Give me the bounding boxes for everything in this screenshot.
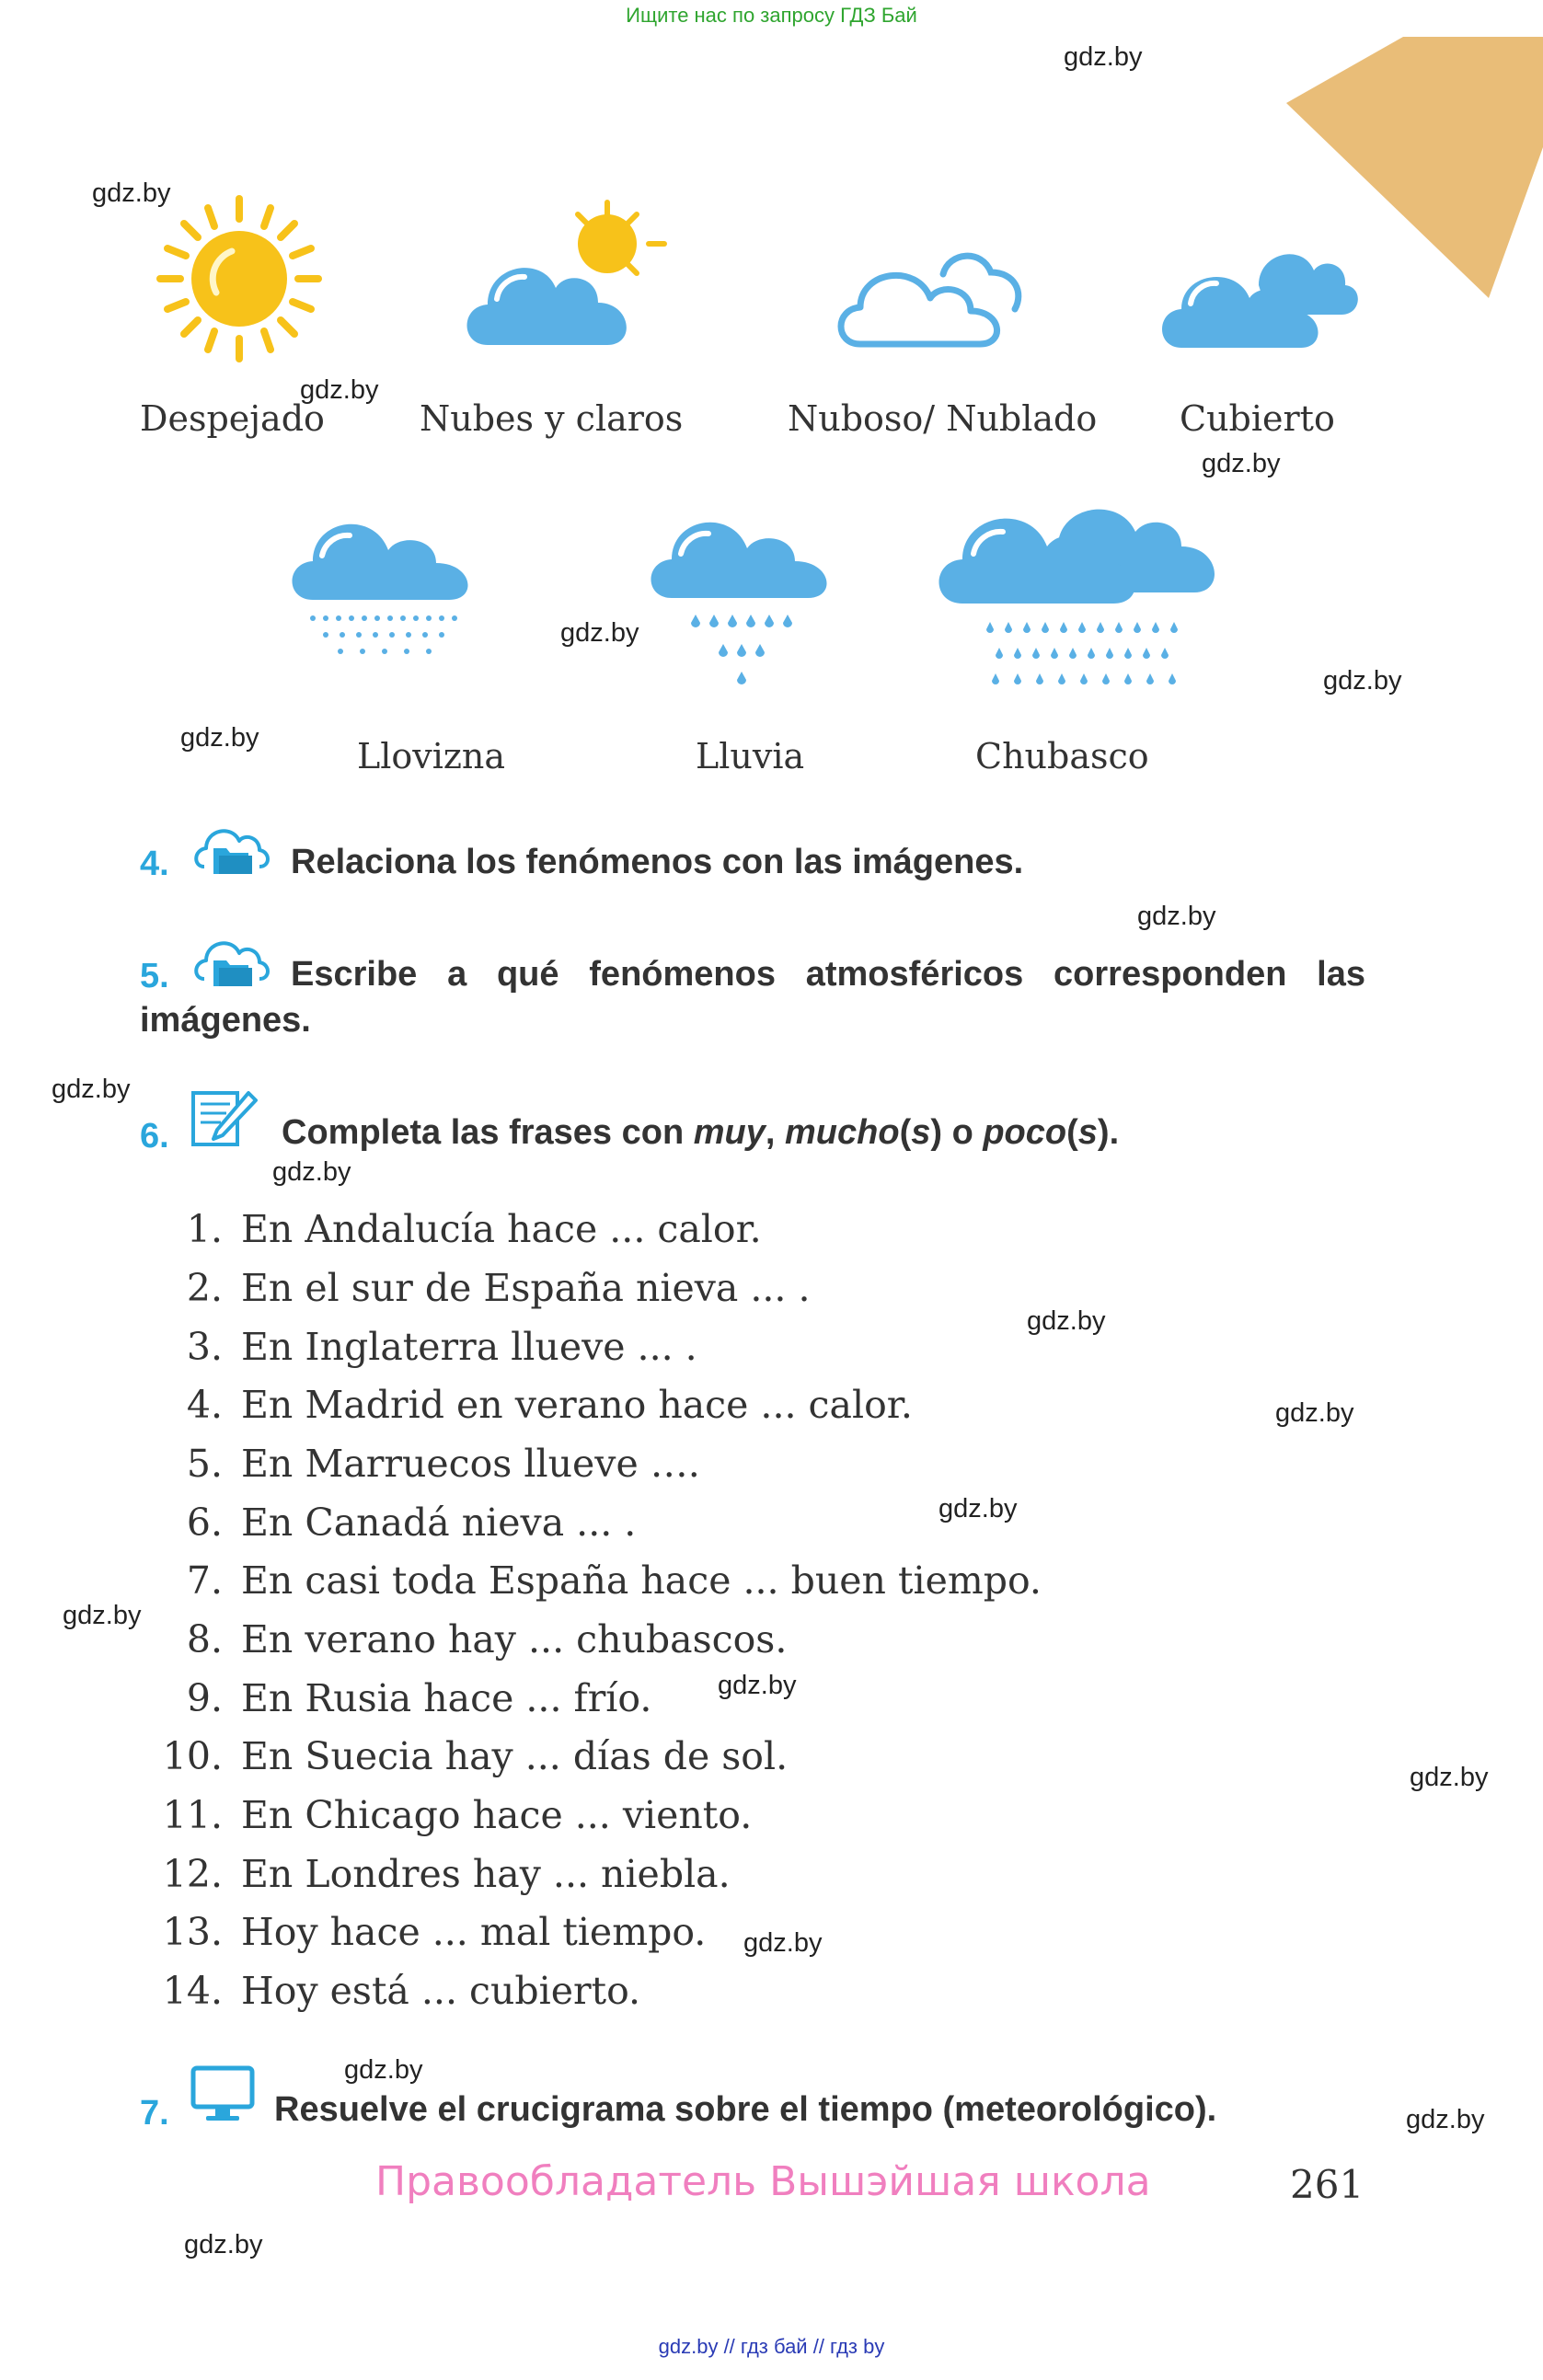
task-number: 4. (140, 845, 169, 883)
weather-label: Cubierto (1180, 398, 1335, 439)
double-cloud-icon (1157, 230, 1360, 354)
list-item: 5. En Marruecos llueve …. (186, 1442, 700, 1486)
list-item: 1. En Andalucía hace ... calor. (186, 1207, 762, 1251)
watermark: gdz.by (272, 1157, 351, 1187)
watermark: gdz.by (180, 723, 259, 753)
list-item: 4. En Madrid en verano hace ... calor. (186, 1383, 913, 1427)
watermark: gdz.by (1406, 2105, 1485, 2134)
task-7-instruction: Resuelve el crucigrama sobre el tiempo (meteorológico). (274, 2090, 1217, 2129)
weather-label: Nuboso/ Nublado (788, 398, 1098, 439)
list-item: 14. Hoy está ... cubierto. (162, 1969, 641, 2013)
weather-label: Llovizna (357, 736, 506, 776)
watermark: gdz.by (743, 1928, 823, 1958)
watermark: gdz.by (63, 1601, 142, 1630)
page-number: 261 (1290, 2162, 1365, 2207)
sun-icon (147, 191, 331, 366)
task-6-instruction: Completa las frases con muy, mucho(s) o poco(s). (282, 1113, 1120, 1152)
watermark: gdz.by (560, 618, 639, 648)
weather-label: Lluvia (696, 736, 805, 776)
list-item: 6. En Canadá nieva ... . (186, 1500, 637, 1545)
list-item: 7. En casi toda España hace ... buen tiempo. (186, 1558, 1042, 1603)
watermark: gdz.by (52, 1075, 131, 1104)
list-item: 13. Hoy hace ... mal tiempo. (162, 1910, 707, 1954)
top-banner: Ищите нас по запросу ГДЗ Бай (626, 4, 917, 27)
watermark: gdz.by (184, 2230, 263, 2259)
task-number: 7. (140, 2094, 169, 2133)
list-item: 10. En Suecia hay ... días de sol. (162, 1734, 789, 1778)
weather-label: Despejado (140, 398, 325, 439)
weather-label: Nubes y claros (420, 398, 684, 439)
watermark: gdz.by (718, 1671, 797, 1700)
watermark: gdz.by (92, 178, 171, 208)
watermark: gdz.by (300, 375, 379, 405)
watermark: gdz.by (1137, 902, 1216, 931)
copyright-notice: Правообладатель Вышэйшая школа (375, 2158, 1151, 2205)
list-item: 3. En Inglaterra llueve ... . (186, 1325, 697, 1369)
list-item: 8. En verano hay ... chubascos. (186, 1617, 788, 1661)
task-5-instruction-line2: imágenes. (140, 1001, 311, 1040)
cloud-folder-icon (191, 811, 271, 876)
watermark: gdz.by (1027, 1306, 1106, 1336)
watermark: gdz.by (344, 2055, 423, 2085)
pencil-notepad-icon (190, 1089, 258, 1154)
watermark: gdz.by (1323, 666, 1402, 696)
list-item: 2. En el sur de España nieva ... . (186, 1266, 811, 1310)
monitor-icon (190, 2064, 258, 2123)
watermark: gdz.by (1202, 449, 1281, 478)
cloud-folder-icon (191, 924, 271, 988)
list-item: 9. En Rusia hace ... frío. (186, 1676, 652, 1720)
weather-label: Chubasco (975, 736, 1149, 776)
cloud-outline-icon (833, 232, 1026, 351)
list-item: 11. En Chicago hace ... viento. (162, 1793, 753, 1837)
watermark: gdz.by (1410, 1763, 1489, 1792)
watermark: gdz.by (938, 1494, 1018, 1523)
list-item: 12. En Londres hay ... niebla. (162, 1852, 731, 1896)
task-4-instruction: Relaciona los fenómenos con las imágenes. (291, 843, 1024, 881)
task-number: 5. (140, 957, 169, 995)
task-5-instruction-line1: Escribe a qué fenómenos atmosféricos corresponden las (291, 955, 1365, 994)
shower-icon (929, 486, 1233, 697)
cloud-sun-icon (460, 198, 672, 354)
watermark: gdz.by (1064, 42, 1143, 72)
watermark: gdz.by (1275, 1398, 1354, 1428)
rain-icon (644, 489, 846, 692)
task-number: 6. (140, 1117, 169, 1156)
bottom-banner: gdz.by // гдз бай // гдз by (658, 2335, 885, 2358)
drizzle-icon (285, 489, 488, 673)
